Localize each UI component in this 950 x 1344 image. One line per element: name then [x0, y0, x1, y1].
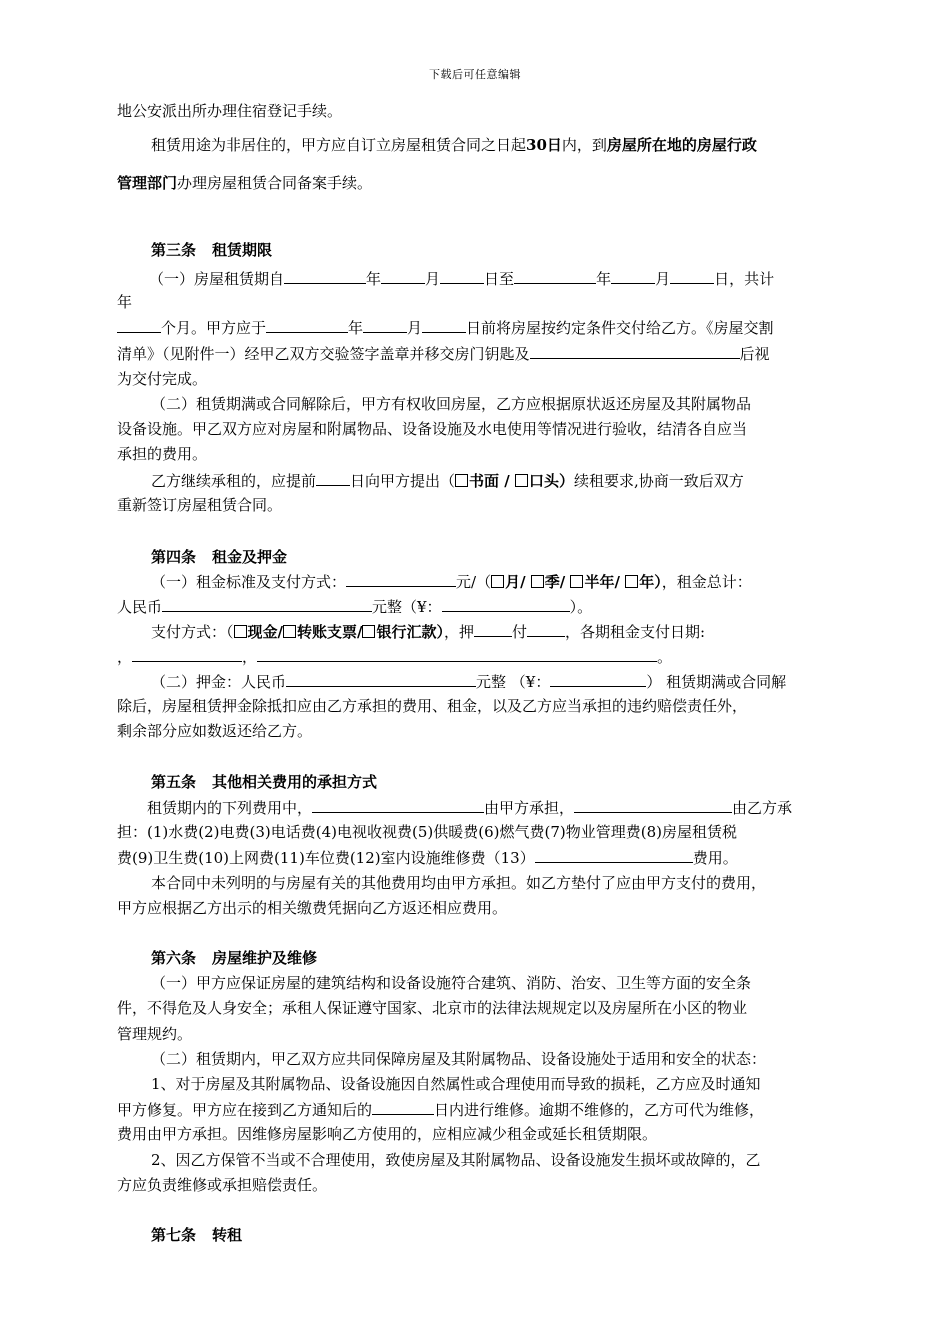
checkbox-monthly[interactable]: [491, 575, 504, 588]
paragraph-line: 承担的费用。: [117, 445, 208, 463]
paragraph-line: 2、因乙方保管不当或不合理使用，致使房屋及其附属物品、设备设施发生损坏或故障的，乙: [151, 1151, 761, 1169]
article-6-heading: 第六条 房屋维护及维修: [151, 949, 318, 967]
paragraph-line: （一）租金标准及支付方式： 元/（ 月/ 季/ 半年/ 年），租金总计：: [151, 573, 752, 591]
paragraph-line: 甲方应根据乙方出示的相关缴费凭据向乙方返还相应费用。: [117, 899, 508, 917]
checkbox-quarterly[interactable]: [531, 575, 544, 588]
blank-field: [284, 269, 366, 284]
checkbox-yearly[interactable]: [625, 575, 638, 588]
paragraph-line: （二）租赁期满或合同解除后，甲方有权收回房屋，乙方应根据原状返还房屋及其附属物品: [151, 395, 752, 413]
paragraph-line: 为交付完成。: [117, 370, 208, 388]
paragraph-line: ， ， 。: [117, 648, 673, 666]
blank-field: [440, 269, 484, 284]
paragraph-line: 支付方式：（ 现金/ 转账支票/ 银行汇款），押 付 ，各期租金支付日期:: [151, 623, 706, 641]
article-7-heading: 第七条 转租: [151, 1226, 243, 1244]
checkbox-transfer-check[interactable]: [283, 625, 296, 638]
blank-field: [381, 269, 425, 284]
paragraph-line: 费(9)卫生费(10)上网费(11)车位费(12)室内设施维修费（13） 费用。: [117, 849, 738, 867]
paragraph-line: （二）押金：人民币 元整 （¥： ） 租赁期满或合同解: [151, 673, 787, 691]
paragraph-line: 方应负责维修或承担赔偿责任。: [117, 1176, 328, 1194]
paragraph-line: 年: [117, 293, 133, 311]
page-header: 下载后可任意编辑: [429, 68, 521, 81]
paragraph-line: 租赁期内的下列费用中， 由甲方承担， 由乙方承: [147, 799, 793, 817]
paragraph-line: 重新签订房屋租赁合同。: [117, 496, 283, 514]
paragraph-line: 管理规约。: [117, 1025, 193, 1043]
blank-field: [574, 798, 732, 813]
paragraph-line: 担：(1)水费(2)电费(3)电话费(4)电视收视费(5)供暖费(6)燃气费(7)物业管理费(8)房屋租赁税: [117, 823, 737, 841]
blank-field: [550, 672, 646, 687]
paragraph-line: 设备设施。甲乙双方应对房屋和附属物品、设备设施及水电使用等情况进行验收，结清各自应当: [117, 420, 748, 438]
blank-field: [611, 269, 655, 284]
blank-field: [535, 848, 693, 863]
checkbox-half-year[interactable]: [570, 575, 583, 588]
blank-field: [117, 318, 161, 333]
blank-field: [474, 622, 512, 637]
blank-field: [312, 798, 484, 813]
paragraph-line: 费用由甲方承担。因维修房屋影响乙方使用的，应相应减少租金或延长租赁期限。: [117, 1125, 658, 1143]
blank-field: [316, 471, 350, 486]
paragraph-line: 清单》（见附件一）经甲乙双方交验签字盖章并移交房门钥匙及 后视: [117, 345, 770, 363]
blank-field: [266, 318, 348, 333]
blank-field: [530, 344, 740, 359]
blank-field: [132, 647, 242, 662]
paragraph-line: 租赁用途为非居住的，甲方应自订立房屋租赁合同之日起30日内，到房屋所在地的房屋行政: [151, 136, 757, 154]
checkbox-written[interactable]: [455, 474, 468, 487]
blank-field: [257, 647, 657, 662]
paragraph-line: （一）甲方应保证房屋的建筑结构和设备设施符合建筑、消防、治安、卫生等方面的安全条: [151, 974, 752, 992]
paragraph-line: 本合同中未列明的与房屋有关的其他费用均由甲方承担。如乙方垫付了应由甲方支付的费用，: [151, 874, 767, 892]
checkbox-cash[interactable]: [234, 625, 247, 638]
paragraph-line: 件，不得危及人身安全；承租人保证遵守国家、北京市的法律法规规定以及房屋所在小区的物业: [117, 999, 748, 1017]
blank-field: [670, 269, 714, 284]
article-3-heading: 第三条 租赁期限: [151, 241, 273, 259]
blank-field: [372, 1100, 434, 1115]
blank-field: [346, 572, 456, 587]
blank-field: [286, 672, 476, 687]
paragraph-line: 管理部门办理房屋租赁合同备案手续。: [117, 174, 373, 192]
paragraph-line: （二）租赁期内，甲乙双方应共同保障房屋及其附属物品、设备设施处于适用和安全的状态：: [151, 1050, 767, 1068]
paragraph-line: （一）房屋租赁期自 年 月 日至 年 月 日，共计: [149, 270, 775, 288]
blank-field: [162, 597, 372, 612]
paragraph-line: 甲方修复。甲方应在接到乙方通知后的 日内进行维修。逾期不维修的，乙方可代为维修，: [117, 1101, 765, 1119]
checkbox-bank-remittance[interactable]: [362, 625, 375, 638]
blank-field: [422, 318, 466, 333]
blank-field: [363, 318, 407, 333]
blank-field: [514, 269, 596, 284]
checkbox-oral[interactable]: [515, 474, 528, 487]
paragraph-line: 1、对于房屋及其附属物品、设备设施因自然属性或合理使用而导致的损耗，乙方应及时通知: [151, 1075, 761, 1093]
paragraph-line: 个月。甲方应于 年 月 日前将房屋按约定条件交付给乙方。《房屋交割: [117, 318, 774, 337]
article-4-heading: 第四条 租金及押金: [151, 548, 288, 566]
paragraph-line: 除后，房屋租赁押金除抵扣应由乙方承担的费用、租金，以及乙方应当承担的违约赔偿责任外，: [117, 697, 748, 715]
blank-field: [442, 597, 570, 612]
paragraph-line: 乙方继续承租的，应提前 日向甲方提出（ 书面 / 口头）续租要求,协商一致后双方: [151, 472, 744, 490]
paragraph-line: 人民币 元整（¥： ）。: [117, 598, 593, 616]
article-5-heading: 第五条 其他相关费用的承担方式: [151, 773, 378, 791]
blank-field: [527, 622, 565, 637]
paragraph-line: 剩余部分应如数返还给乙方。: [117, 722, 313, 740]
paragraph-line: 地公安派出所办理住宿登记手续。: [117, 102, 343, 120]
